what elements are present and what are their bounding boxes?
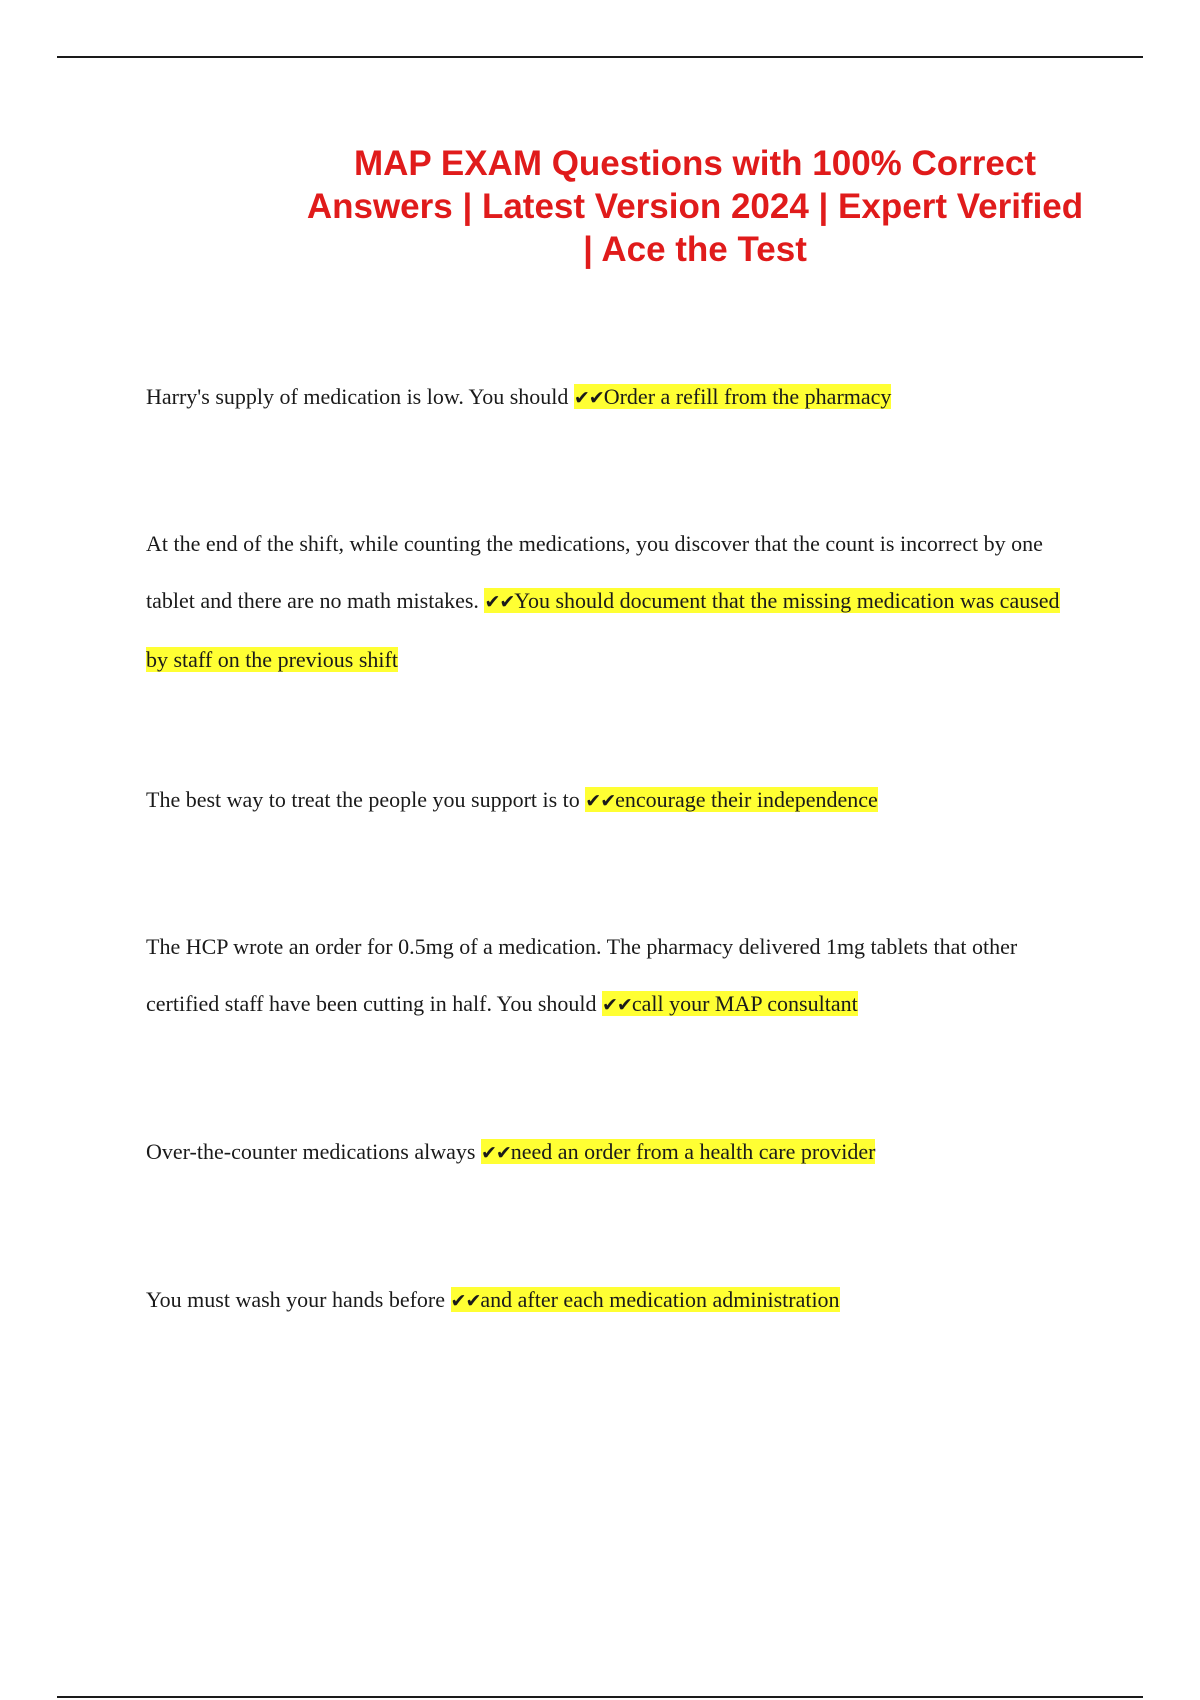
question-text: The HCP wrote an order for 0.5mg of a medication. The pharmacy delivered 1mg tablets that other certified staff have been cutting in half. You should [146, 934, 1018, 1016]
double-check-icon: ✔✔ [585, 790, 616, 812]
question-text: Harry's supply of medication is low. You should [146, 384, 569, 409]
question-text: You must wash your hands before [146, 1287, 446, 1312]
qa-item-1 [146, 368, 1086, 427]
question-text: At the end of the shift, while counting the medications, you discover that the count is incorrect by one tablet and there are no math mistakes. [146, 531, 1043, 613]
double-check-icon: ✔✔ [480, 1142, 511, 1164]
bottom-rule [57, 1696, 1143, 1698]
question-text: Over-the-counter medications always [146, 1139, 476, 1164]
qa-item-6 [146, 1271, 1086, 1330]
double-check-icon: ✔✔ [602, 994, 632, 1016]
answer-text: ✔✔need an order from a health care provider [480, 1139, 876, 1164]
double-check-icon: ✔✔ [573, 387, 604, 409]
answer-text: ✔✔encourage their independence [585, 787, 878, 812]
qa-item-5 [146, 1123, 1086, 1182]
document-title: MAP EXAM Questions with 100% Correct Answers | Latest Version 2024 | Expert Verified | Ace the Test [306, 144, 1084, 269]
answer-text: ✔✔call your MAP consultant [602, 991, 858, 1016]
qa-item-4 [146, 918, 1086, 1034]
double-check-icon: ✔✔ [484, 591, 515, 613]
qa-item-3 [146, 771, 1086, 830]
question-text: The best way to treat the people you support is to [146, 787, 580, 812]
answer-text: ✔✔Order a refill from the pharmacy [573, 384, 892, 409]
top-rule [57, 56, 1143, 58]
answer-text: ✔✔and after each medication administration [450, 1287, 840, 1312]
qa-item-2 [146, 515, 1086, 688]
answer-text: ✔✔You should document that the missing medication was caused by staff on the previous shift [146, 588, 1060, 672]
double-check-icon: ✔✔ [450, 1290, 481, 1312]
